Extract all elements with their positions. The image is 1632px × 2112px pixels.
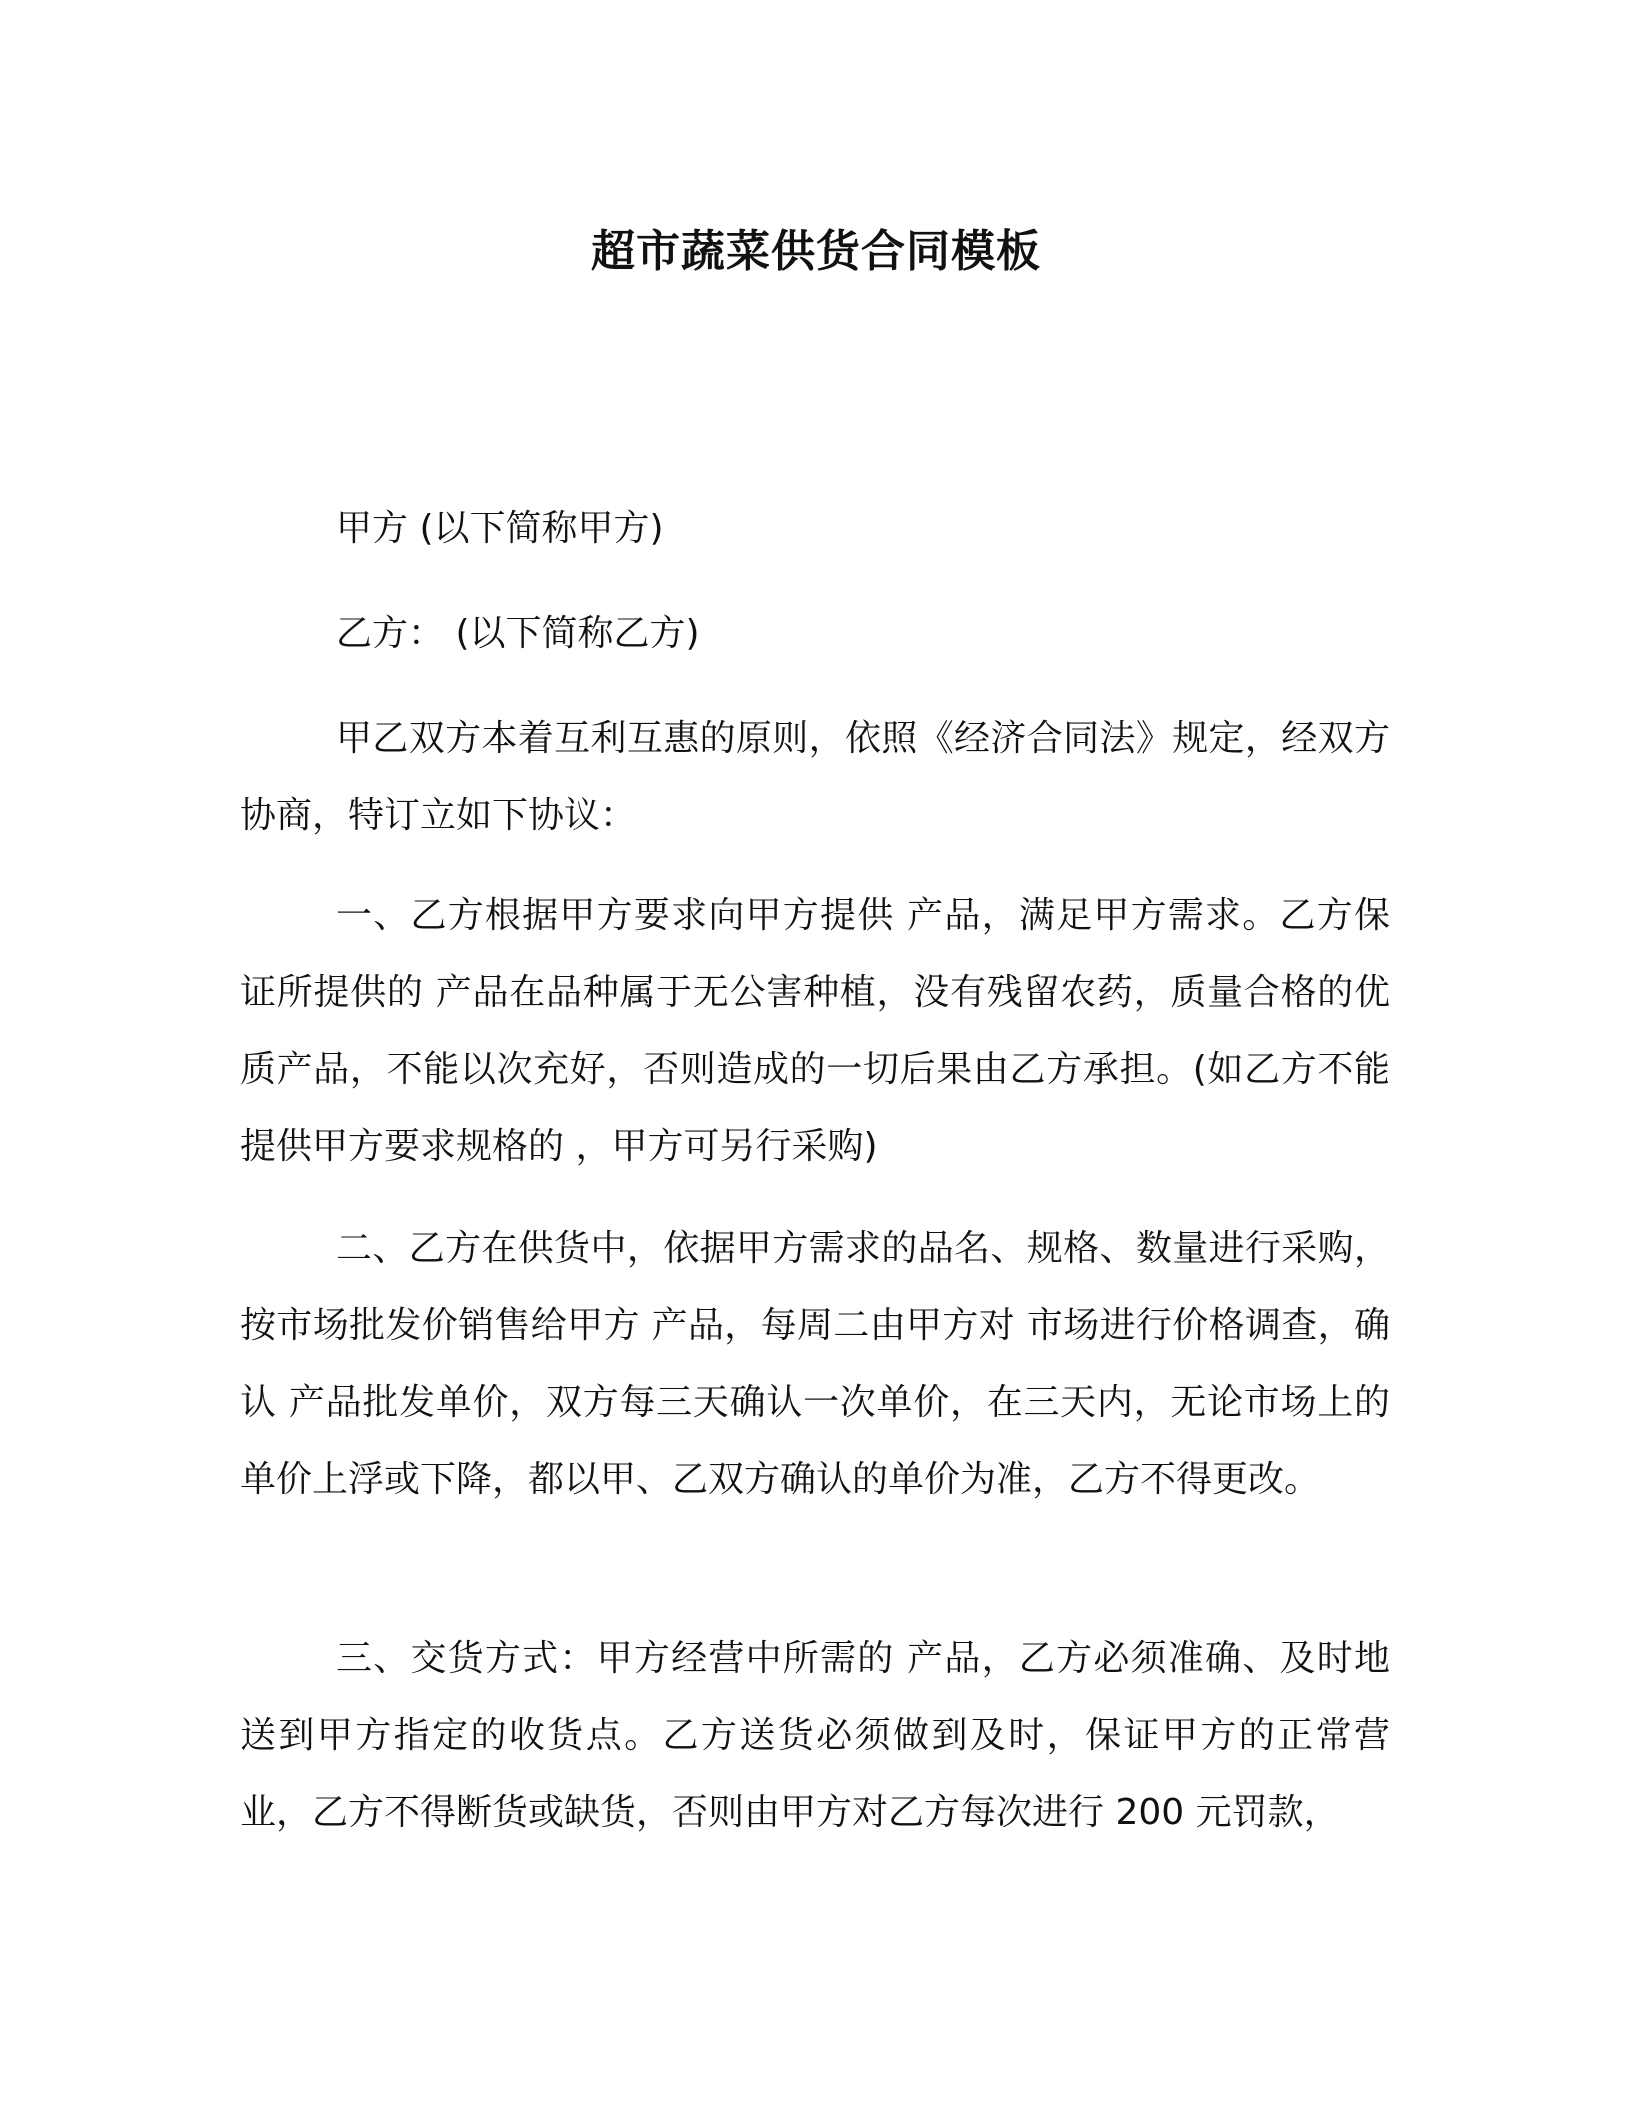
clause-1-paragraph: 一、乙方根据甲方要求向甲方提供 产品，满足甲方需求。乙方保证所提供的 产品在品种属于无公害种植，没有残留农药，质量合格的优质产品，不能以次充好，否则造成的一切后果由乙方承担。(如乙方不能提供甲方要求规格的 ，甲方可另行采购) [240, 895, 1390, 1167]
clause-3-paragraph: 三、交货方式：甲方经营中所需的 产品，乙方必须准确、及时地送到甲方指定的收货点。乙方送货必须做到及时，保证甲方的正常营业，乙方不得断货或缺货，否则由甲方对乙方每次进行 200 元罚款， [240, 1638, 1390, 1833]
preamble-paragraph: 甲乙双方本着互利互惠的原则，依照《经济合同法》规定，经双方协商，特订立如下协议： [240, 718, 1390, 836]
party-b-line: 乙方： (以下简称乙方) [336, 613, 700, 654]
clause-2-paragraph: 二、乙方在供货中，依据甲方需求的品名、规格、数量进行采购，按市场批发价销售给甲方 产品，每周二由甲方对 市场进行价格调查，确认 产品批发单价，双方每三天确认一次单价，在三天内，无论市场上的单价上浮或下降，都以甲、乙双方确认的单价为准，乙方不得更改。 [240, 1228, 1390, 1500]
party-a-line: 甲方 (以下简称甲方) [336, 508, 664, 549]
document-title: 超市蔬菜供货合同模板 [591, 226, 1041, 277]
